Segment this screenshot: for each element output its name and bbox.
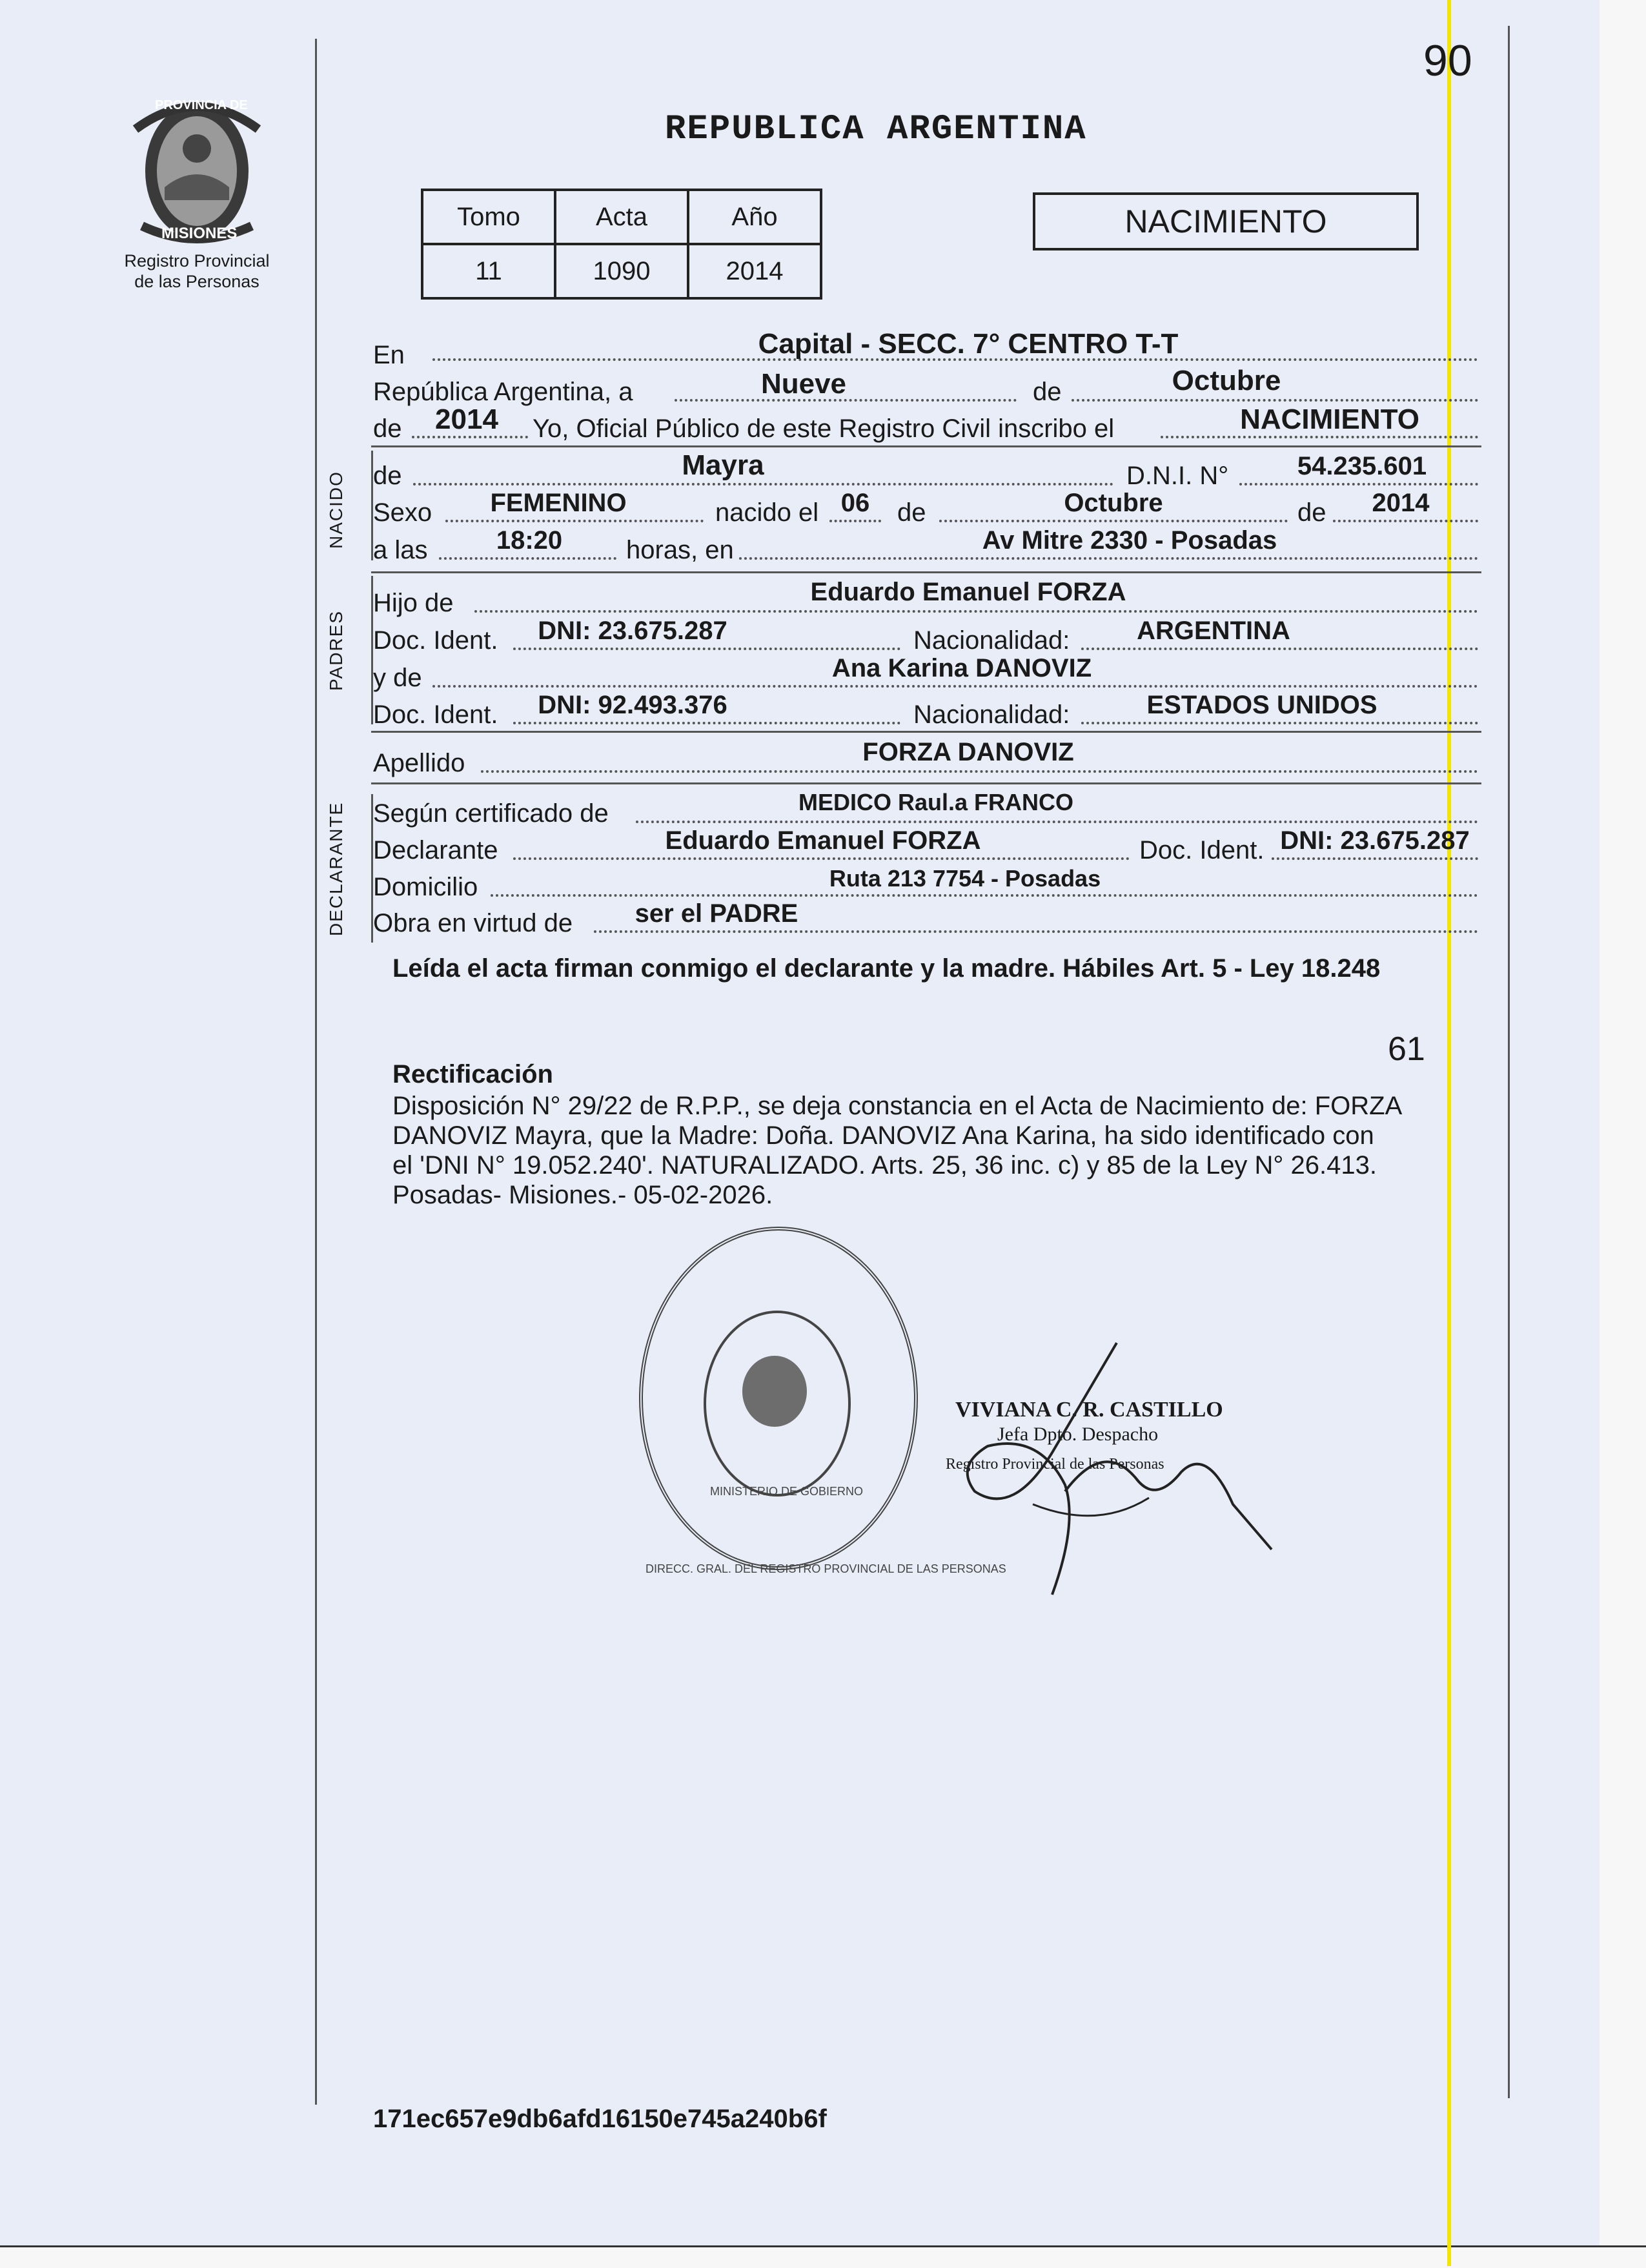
hijo-de-label: Hijo de <box>373 589 454 617</box>
cert-label: Según certificado de <box>373 799 609 828</box>
provincial-seal-logo <box>116 90 278 252</box>
oficial-text: Yo, Oficial Público de este Registro Civil inscribo el <box>533 414 1115 443</box>
stamp-inner-text: MINISTERIO DE GOBIERNO <box>710 1485 864 1498</box>
mother-doc-value: DNI: 92.493.376 <box>538 691 727 719</box>
left-margin-rule <box>315 39 317 2105</box>
father-doc-value: DNI: 23.675.287 <box>538 617 727 645</box>
mother-doc-dotted-line <box>513 722 900 724</box>
stamp-emblem <box>742 1356 807 1427</box>
declarante-label: Declarante <box>373 836 498 864</box>
birth-day-dotted-line <box>829 520 881 522</box>
mother-nationality-dotted-line <box>1081 722 1478 724</box>
birth-day-value: 06 <box>840 489 870 517</box>
stamp-ring-text: DIRECC. GRAL. DEL REGISTRO PROVINCIAL DE LAS PERSONAS <box>645 1562 1006 1575</box>
folio-number: 61 <box>1388 1030 1425 1068</box>
year-de-label: de <box>373 414 402 443</box>
year-value: 2014 <box>435 404 498 435</box>
registry-header-tomo: Tomo <box>422 190 555 244</box>
logo-caption-line2: de las Personas <box>134 272 259 291</box>
obra-label: Obra en virtud de <box>373 909 573 937</box>
dni-dotted-line <box>1239 483 1478 485</box>
birth-time-value: 18:20 <box>496 526 563 555</box>
act-word-dotted-line <box>1161 436 1478 438</box>
signer-name: VIVIANA C. R. CASTILLO <box>955 1398 1223 1422</box>
act-type-box: NACIMIENTO <box>1033 192 1419 250</box>
birth-place-value: Av Mitre 2330 - Posadas <box>982 526 1277 555</box>
registry-value-ano: 2014 <box>688 244 821 298</box>
declarante-doc-value: DNI: 23.675.287 <box>1280 826 1470 855</box>
declarante-doc-dotted-line <box>1272 857 1478 860</box>
sexo-value: FEMENINO <box>490 489 627 517</box>
signer-title: Jefa Dpto. Despacho <box>997 1424 1159 1445</box>
y-de-label: y de <box>373 664 422 692</box>
dni-label: D.N.I. N° <box>1126 462 1229 490</box>
month-de-label: de <box>1033 378 1062 406</box>
cert-value: MEDICO Raul.a FRANCO <box>798 789 1074 815</box>
month-value: Octubre <box>1172 365 1281 396</box>
father-nationality-dotted-line <box>1081 648 1478 650</box>
rectificacion-line3: el 'DNI N° 19.052.240'. NATURALIZADO. Arts. 25, 36 inc. c) y 85 de la Ley N° 26.413. <box>392 1151 1377 1180</box>
yellow-marker-line <box>1447 0 1451 2266</box>
a-las-label: a las <box>373 536 428 564</box>
registry-header-acta: Acta <box>555 190 688 244</box>
obra-dotted-line <box>594 930 1478 933</box>
mother-doc-label: Doc. Ident. <box>373 700 498 729</box>
document-hash: 171ec657e9db6afd16150e745a240b6f <box>373 2105 827 2133</box>
father-nationality-value: ARGENTINA <box>1137 617 1290 645</box>
paper-right-edge <box>1600 0 1646 2266</box>
section-divider-2 <box>371 571 1481 573</box>
mother-name-value: Ana Karina DANOVIZ <box>831 654 1092 682</box>
birth-month-dotted-line <box>939 520 1288 522</box>
apellido-value: FORZA DANOVIZ <box>862 738 1074 766</box>
act-word-value: NACIMIENTO <box>1240 404 1419 435</box>
year-dotted-line <box>412 436 528 438</box>
birth-month-de-label: de <box>897 498 926 527</box>
domicilio-label: Domicilio <box>373 873 478 901</box>
registry-value-tomo: 11 <box>422 244 555 298</box>
section-divider-3 <box>371 731 1481 733</box>
child-name-value: Mayra <box>682 449 764 481</box>
birth-year-value: 2014 <box>1372 489 1430 517</box>
right-margin-rule <box>1508 26 1510 2098</box>
cert-dotted-line <box>636 821 1478 823</box>
nacido-section-label: NACIDO <box>326 471 346 549</box>
rectificacion-title: Rectificación <box>392 1060 553 1088</box>
obra-value: ser el PADRE <box>635 899 798 928</box>
padres-section-label: PADRES <box>326 609 346 691</box>
paper-bottom-edge <box>0 2245 1646 2268</box>
child-dni-value: 54.235.601 <box>1297 452 1427 480</box>
republica-label: República Argentina, a <box>373 378 633 406</box>
nacido-de-label: de <box>373 462 402 490</box>
section-divider-1 <box>371 445 1481 447</box>
seal-text-bottom: MISIONES <box>161 225 238 242</box>
birth-place-dotted-line <box>739 557 1478 560</box>
handwritten-signature <box>936 1336 1297 1608</box>
signer-office: Registro Provincial de las Personas <box>946 1456 1164 1473</box>
time-dotted-line <box>439 557 616 560</box>
declarante-section-label: DECLARANTE <box>326 801 346 936</box>
country-title: REPUBLICA ARGENTINA <box>665 110 1087 149</box>
registry-header-ano: Año <box>688 190 821 244</box>
mother-nationality-value: ESTADOS UNIDOS <box>1146 691 1377 719</box>
registry-value-acta: 1090 <box>555 244 688 298</box>
en-label: En <box>373 341 405 369</box>
birth-year-dotted-line <box>1333 520 1478 522</box>
father-name-dotted-line <box>474 610 1478 613</box>
mother-nationality-label: Nacionalidad: <box>913 700 1070 729</box>
name-dotted-line <box>413 483 1113 485</box>
birth-year-de-label: de <box>1297 498 1326 527</box>
rectificacion-line1: Disposición N° 29/22 de R.P.P., se deja constancia en el Acta de Nacimiento de: FORZA <box>392 1092 1403 1120</box>
declarante-name-dotted-line <box>513 857 1130 860</box>
place-value: Capital - SECC. 7° CENTRO T-T <box>758 328 1179 360</box>
apellido-label: Apellido <box>373 749 465 777</box>
father-nationality-label: Nacionalidad: <box>913 626 1070 655</box>
sexo-dotted-line <box>445 520 704 522</box>
logo-caption <box>90 250 303 292</box>
seal-text-top: PROVINCIA DE <box>155 98 248 112</box>
section-divider-4 <box>371 782 1481 784</box>
day-text-value: Nueve <box>760 368 847 400</box>
father-doc-label: Doc. Ident. <box>373 626 498 655</box>
month-dotted-line <box>1072 399 1478 402</box>
father-doc-dotted-line <box>513 648 900 650</box>
mother-name-dotted-line <box>432 685 1478 688</box>
registry-table <box>421 189 822 300</box>
rectificacion-body <box>392 1091 1402 1210</box>
domicilio-dotted-line <box>491 894 1478 897</box>
birth-month-value: Octubre <box>1064 489 1163 517</box>
rectificacion-line2: DANOVIZ Mayra, que la Madre: Doña. DANOVIZ Ana Karina, ha sido identificado con <box>392 1121 1374 1150</box>
domicilio-value: Ruta 213 7754 - Posadas <box>829 865 1101 892</box>
declarante-name-value: Eduardo Emanuel FORZA <box>665 826 981 855</box>
horas-label: horas, en <box>626 536 734 564</box>
logo-caption-line1: Registro Provincial <box>124 251 270 271</box>
closing-statement: Leída el acta firman conmigo el declarante y la madre. Hábiles Art. 5 - Ley 18.248 <box>392 954 1381 983</box>
apellido-dotted-line <box>481 770 1478 773</box>
sexo-label: Sexo <box>373 498 432 527</box>
page-number: 90 <box>1423 36 1472 85</box>
rectificacion-line4: Posadas- Misiones.- 05-02-2026. <box>392 1181 773 1209</box>
father-name-value: Eduardo Emanuel FORZA <box>810 578 1126 606</box>
nacido-el-label: nacido el <box>715 498 819 527</box>
declarante-doc-label: Doc. Ident. <box>1139 836 1265 864</box>
